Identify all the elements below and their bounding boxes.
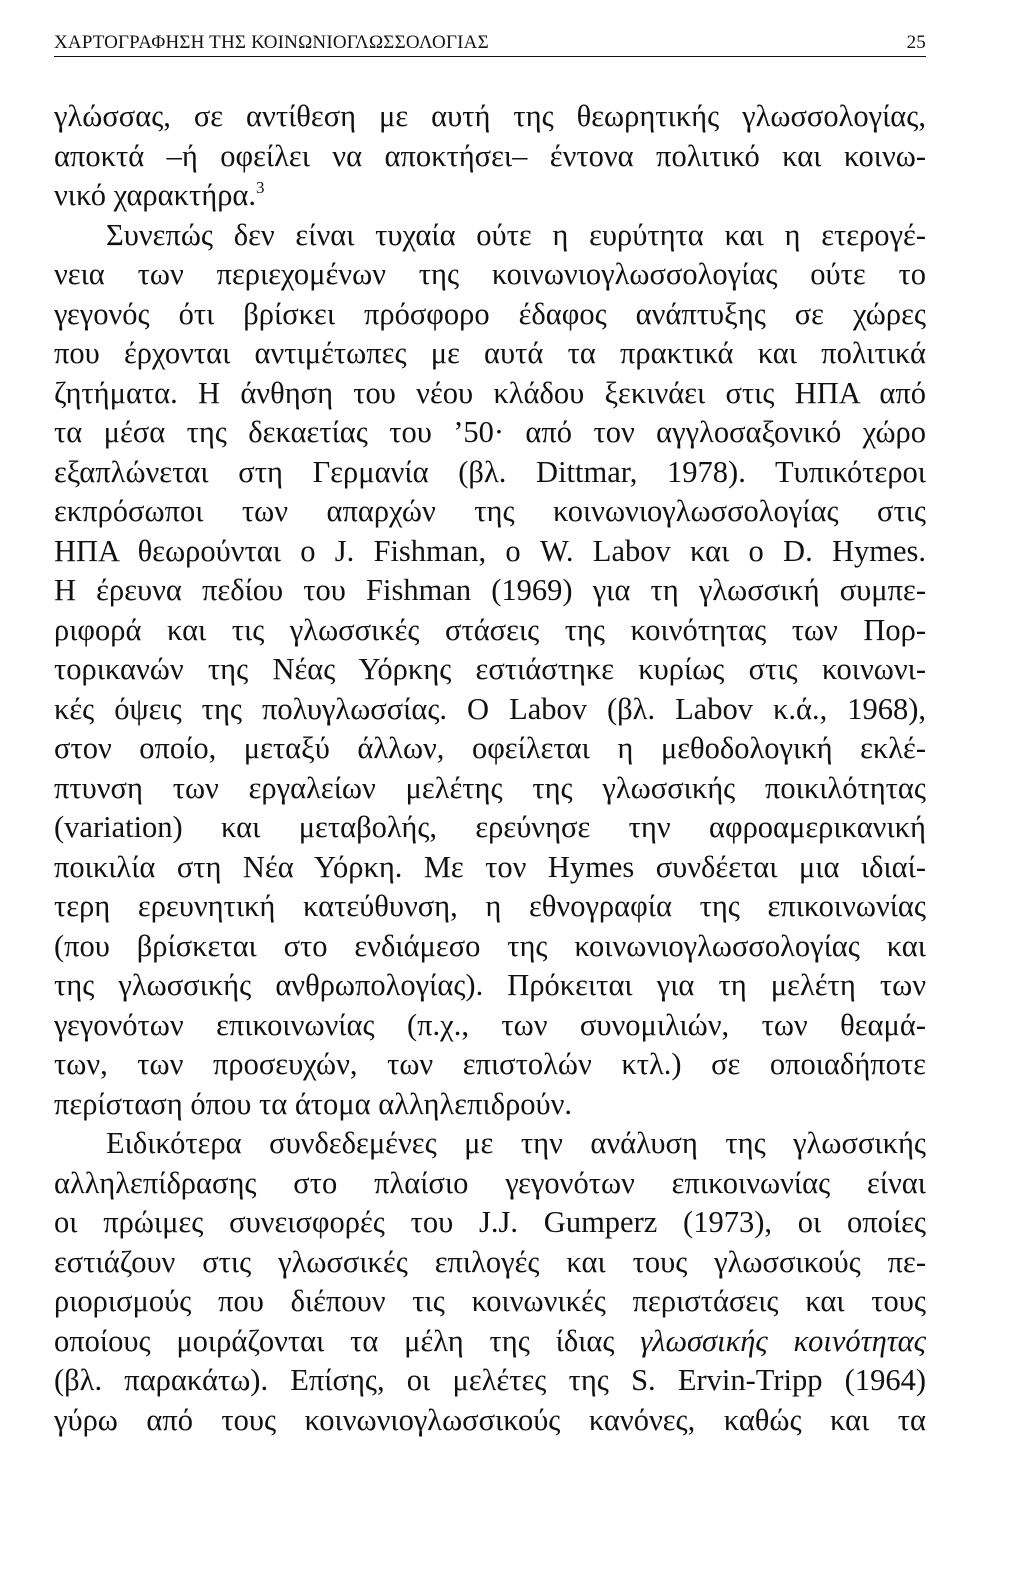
- text-line: νεια των περιεχομένων της κοινωνιογλωσσολογίας ούτε το: [54, 257, 926, 291]
- text-fragment: οποίους μοιράζονται τα μέλη της ίδιας: [54, 1323, 641, 1358]
- text-line: τερη ερευνητική κατεύθυνση, η εθνογραφία της επικοινωνίας: [54, 889, 926, 923]
- text-line: τορικανών της Νέας Υόρκης εστιάστηκε κυρίως στις κοινωνι-: [54, 652, 926, 686]
- paragraph-start-line: Συνεπώς δεν είναι τυχαία ούτε η ευρύτητα και η ετερογέ-: [106, 217, 926, 252]
- italic-term: γλωσσικής κοινότητας: [640, 1323, 927, 1358]
- body-text: [54, 97, 926, 1440]
- text-line: γλώσσας, σε αντίθεση με αυτή της θεωρητικής γλωσσολογίας,: [54, 99, 926, 133]
- paragraph-end-line: περίσταση όπου τα άτομα αλληλεπιδρούν.: [54, 1086, 573, 1121]
- text-line: της γλωσσικής ανθρωπολογίας). Πρόκειται για τη μελέτη των: [54, 968, 926, 1002]
- text-line: εστιάζουν στις γλωσσικές επιλογές και τους γλωσσικούς πε-: [54, 1244, 926, 1279]
- paragraph-start-line: Ειδικότερα συνδεδεμένες με την ανάλυση της γλωσσικής: [106, 1126, 926, 1160]
- text-line: ποικιλία στη Νέα Υόρκη. Με τον Hymes συνδέεται μια ιδιαί-: [54, 849, 926, 884]
- book-page: [54, 32, 926, 1440]
- text-line: [54, 1322, 926, 1362]
- text-line: στον οποίο, μεταξύ άλλων, οφείλεται η μεθοδολογική εκλέ-: [54, 731, 926, 765]
- text-line: ζητήματα. Η άνθηση του νέου κλάδου ξεκινάει στις ΗΠΑ από: [54, 375, 926, 410]
- text-line: Η έρευνα πεδίου του Fishman (1969) για τη γλωσσική συμπε-: [54, 573, 926, 607]
- text-line: ριορισμούς που διέπουν τις κοινωνικές περιστάσεις και τους: [54, 1284, 926, 1318]
- text-line: (βλ. παρακάτω). Επίσης, οι μελέτες της S. Ervin-Tripp (1964): [54, 1363, 926, 1397]
- text-line: αλληλεπίδρασης στο πλαίσιο γεγονότων επικοινωνίας είναι: [54, 1165, 926, 1200]
- text-line: εξαπλώνεται στη Γερμανία (βλ. Dittmar, 1978). Τυπικότεροι: [54, 454, 926, 489]
- text-line: που έρχονται αντιμέτωπες με αυτά τα πρακτικά και πολιτικά: [54, 336, 926, 370]
- text-line: ριφορά και τις γλωσσικές στάσεις της κοινότητας των Πορ-: [54, 612, 926, 647]
- text-line: γεγονός ότι βρίσκει πρόσφορο έδαφος ανάπτυξης σε χώρες: [54, 296, 926, 331]
- text-line: (variation) και μεταβολής, ερεύνησε την αφροαμερικανική: [54, 810, 926, 844]
- text-line: των, των προσευχών, των επιστολών κτλ.) σε οποιαδήποτε: [54, 1047, 926, 1081]
- text-line: γεγονότων επικοινωνίας (π.χ., των συνομιλιών, των θεαμά-: [54, 1007, 926, 1042]
- text-line: [54, 176, 926, 216]
- text-line: τα μέσα της δεκαετίας του ’50· από τον αγγλοσαξονικό χώρο: [54, 415, 926, 449]
- text-fragment: νικό χαρακτήρα.: [54, 178, 257, 212]
- footnote-marker: 3: [256, 178, 265, 197]
- text-line: οι πρώιμες συνεισφορές του J.J. Gumperz (1973), οι οποίες: [54, 1205, 926, 1239]
- text-line: γύρω από τους κοινωνιογλωσσικούς κανόνες, καθώς και τα: [54, 1402, 926, 1437]
- text-line: αποκτά –ή οφείλει να αποκτήσει– έντονα πολιτικό και κοινω-: [54, 138, 926, 173]
- text-line: πτυνση των εργαλείων μελέτης της γλωσσικής ποικιλότητας: [54, 770, 926, 805]
- page-number: 25: [906, 32, 926, 53]
- text-line: κές όψεις της πολυγλωσσίας. Ο Labov (βλ. Labov κ.ά., 1968),: [54, 691, 926, 726]
- text-line: εκπρόσωποι των απαρχών της κοινωνιογλωσσολογίας στις: [54, 494, 926, 528]
- text-line: (που βρίσκεται στο ενδιάμεσο της κοινωνιογλωσσολογίας και: [54, 928, 926, 963]
- text-line: ΗΠΑ θεωρούνται ο J. Fishman, ο W. Labov και ο D. Hymes.: [54, 533, 926, 568]
- running-header: [54, 32, 926, 57]
- running-title: ΧΑΡΤΟΓΡΑΦΗΣΗ ΤΗΣ ΚΟΙΝΩΝΙΟΓΛΩΣΣΟΛΟΓΙΑΣ: [54, 32, 489, 53]
